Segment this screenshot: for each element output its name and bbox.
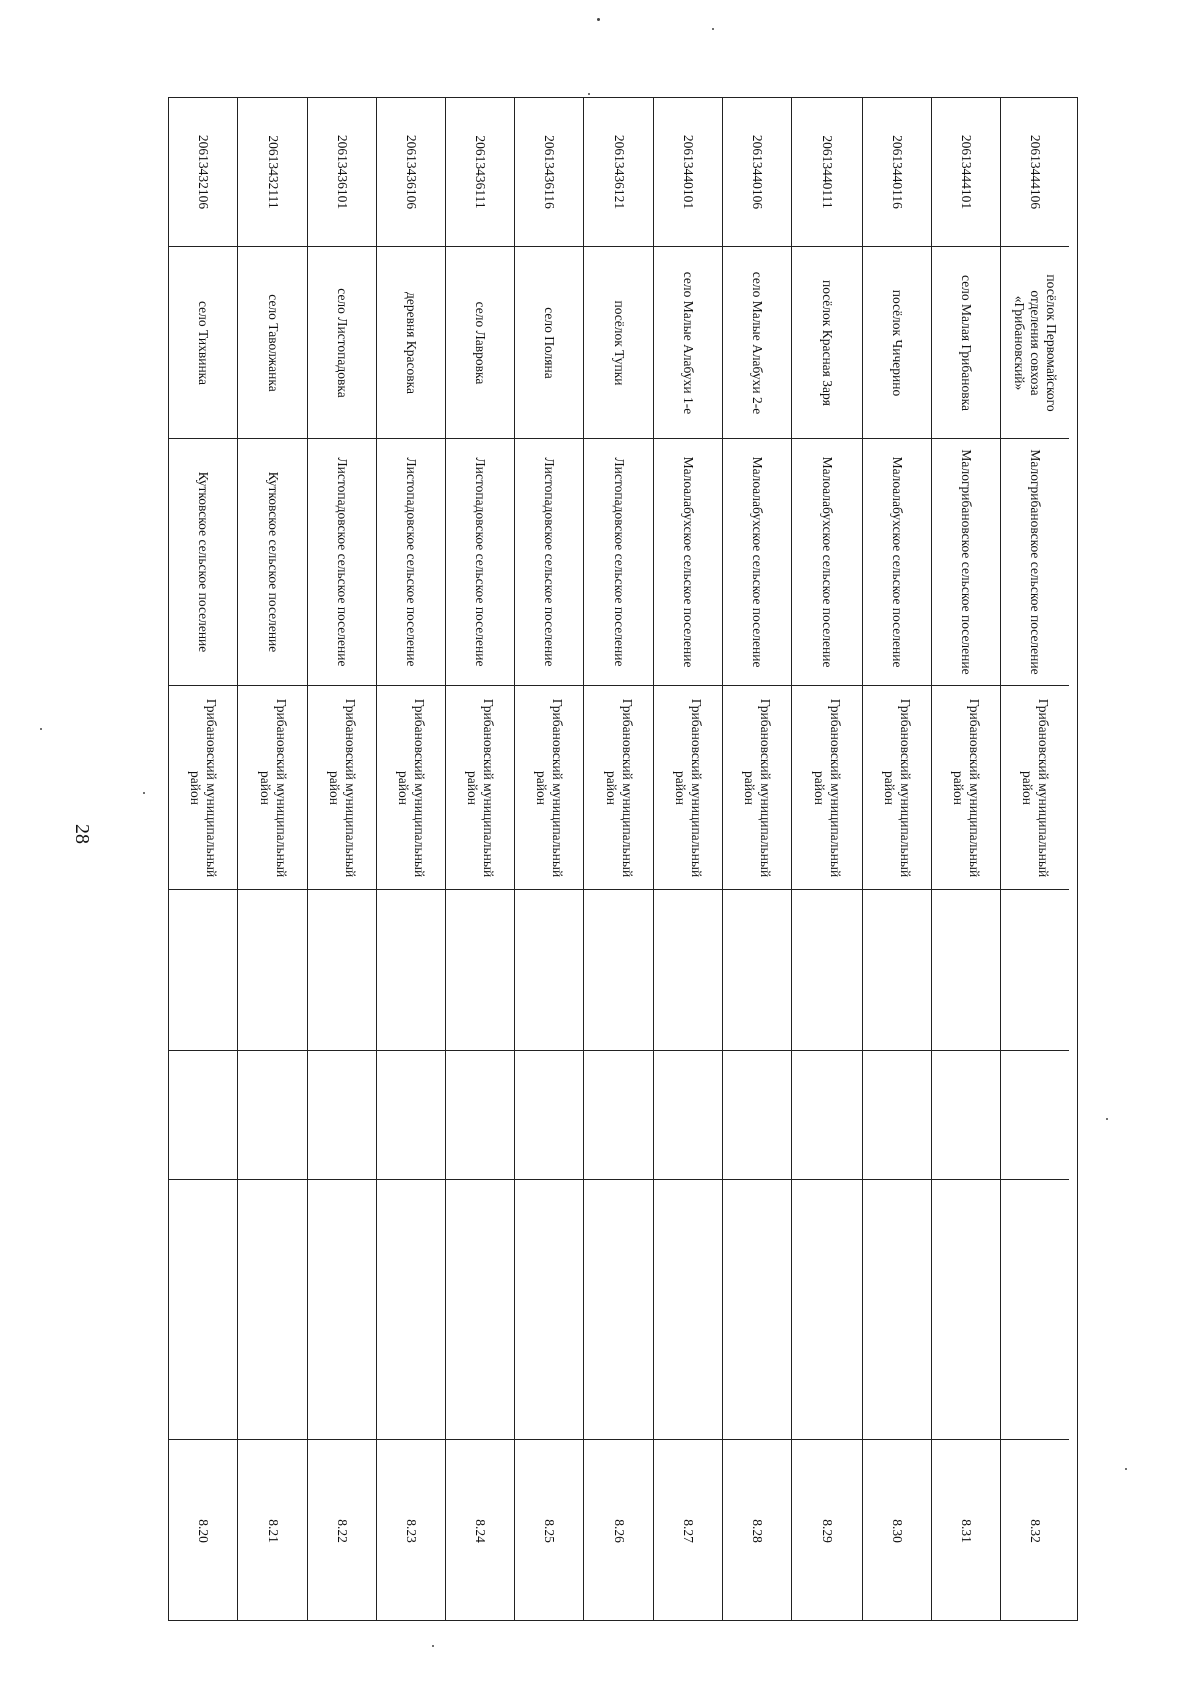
cell-settlement (932, 438, 1000, 685)
cell-num (792, 1439, 862, 1622)
cell-text: Грибановский муниципальный район (742, 698, 773, 877)
cell-text: Листопадовское сельское поселение (542, 457, 557, 667)
cell-district (932, 685, 1000, 889)
cell-text: 8.22 (335, 1519, 350, 1543)
cell-locality (584, 246, 653, 438)
cell-num (515, 1439, 583, 1622)
cell-c2 (238, 1179, 307, 1439)
cell-locality (863, 246, 931, 438)
cell-c2 (584, 1179, 653, 1439)
cell-code (515, 98, 583, 246)
cell-c2 (654, 1179, 722, 1439)
cell-text: Листопадовское сельское поселение (404, 457, 419, 667)
cell-text: Малоалабухское сельское поселение (681, 456, 696, 668)
cell-text: Листопадовское сельское поселение (611, 457, 627, 667)
cell-text: Кутковское сельское поселение (196, 471, 211, 653)
table-row (1000, 98, 1069, 1620)
cell-text: Грибановский муниципальный район (327, 698, 358, 877)
cell-district (792, 685, 862, 889)
cell-c2 (308, 1179, 376, 1439)
cell-settlement (1001, 438, 1069, 685)
cell-text: 20613444101 (959, 134, 974, 210)
cell-num (308, 1439, 376, 1622)
cell-locality (308, 246, 376, 438)
cell-c4 (932, 889, 1000, 1050)
cell-locality (792, 246, 862, 438)
cell-c3 (515, 1050, 583, 1179)
cell-c2 (377, 1179, 445, 1439)
table-row (653, 98, 722, 1620)
cell-text: Малоалабухское сельское поселение (890, 456, 905, 668)
cell-text: 20613440111 (820, 135, 835, 209)
cell-text: посёлок Красная Заря (820, 279, 835, 406)
cell-district (654, 685, 722, 889)
cell-code (863, 98, 931, 246)
cell-num (377, 1439, 445, 1622)
cell-code (792, 98, 862, 246)
cell-num (723, 1439, 791, 1622)
cell-c4 (792, 889, 862, 1050)
cell-text: село Лавровка (473, 301, 488, 384)
cell-text: 20613432106 (196, 134, 211, 210)
cell-code (723, 98, 791, 246)
cell-code (584, 98, 653, 246)
cell-num (169, 1439, 237, 1622)
cell-text: 20613440101 (681, 134, 696, 210)
cell-locality (446, 246, 514, 438)
scan-speck (432, 1645, 434, 1647)
cell-text: Грибановский муниципальный район (1020, 698, 1051, 877)
cell-text: Малогрибановское сельское поселение (959, 449, 974, 675)
cell-c4 (723, 889, 791, 1050)
table-row (376, 98, 445, 1620)
cell-locality (169, 246, 237, 438)
cell-text: Малоалабухское сельское поселение (820, 456, 835, 668)
cell-text: Листопадовское сельское поселение (335, 457, 350, 667)
cell-district (584, 685, 653, 889)
cell-text: Грибановский муниципальный район (951, 698, 982, 877)
cell-text: Грибановский муниципальный район (257, 698, 289, 877)
cell-text: Листопадовское сельское поселение (473, 457, 488, 667)
cell-settlement (584, 438, 653, 685)
cell-c2 (515, 1179, 583, 1439)
cell-c2 (863, 1179, 931, 1439)
cell-c4 (308, 889, 376, 1050)
cell-c3 (654, 1050, 722, 1179)
cell-code (238, 98, 307, 246)
cell-text: 8.20 (196, 1519, 211, 1543)
cell-text: 8.21 (265, 1519, 281, 1543)
cell-c3 (377, 1050, 445, 1179)
cell-text: село Таволжанка (265, 293, 281, 392)
cell-text: Грибановский муниципальный район (882, 698, 913, 877)
cell-text: 20613444106 (1028, 134, 1043, 210)
cell-text: 8.31 (959, 1519, 974, 1543)
cell-text: Грибановский муниципальный район (603, 698, 635, 877)
cell-text: 8.23 (404, 1519, 419, 1543)
cell-text: 20613440116 (890, 135, 905, 209)
cell-text: деревня Красовка (404, 291, 419, 394)
cell-c3 (308, 1050, 376, 1179)
cell-settlement (723, 438, 791, 685)
table-row (791, 98, 862, 1620)
cell-c2 (446, 1179, 514, 1439)
cell-num (584, 1439, 653, 1622)
cell-num (1001, 1439, 1069, 1622)
cell-text: 8.29 (820, 1519, 835, 1543)
cell-text: Грибановский муниципальный район (188, 698, 219, 877)
table-row (445, 98, 514, 1620)
cell-text: посёлок Первомайского отделения совхоза «Грибановский» (1012, 273, 1059, 412)
cell-text: посёлок Чичерино (890, 289, 905, 396)
cell-code (446, 98, 514, 246)
cell-settlement (238, 438, 307, 685)
cell-c4 (515, 889, 583, 1050)
cell-text: Малоалабухское сельское поселение (750, 456, 765, 668)
cell-settlement (792, 438, 862, 685)
cell-c3 (863, 1050, 931, 1179)
cell-text: 8.27 (681, 1519, 696, 1543)
table-row (307, 98, 376, 1620)
cell-text: село Малые Алабухи 1-е (681, 271, 696, 414)
cell-text: село Тихвинка (196, 300, 211, 385)
scan-speck (143, 792, 145, 794)
cell-c4 (238, 889, 307, 1050)
cell-text: 20613436116 (542, 135, 557, 209)
cell-settlement (308, 438, 376, 685)
scan-speck (712, 28, 714, 30)
cell-text: село Листопадовка (335, 287, 350, 398)
cell-text: 20613436111 (473, 135, 488, 209)
cell-c2 (169, 1179, 237, 1439)
table-row (169, 98, 237, 1620)
cell-text: 8.30 (890, 1519, 905, 1543)
cell-c3 (932, 1050, 1000, 1179)
scan-speck (1125, 1468, 1127, 1470)
cell-num (654, 1439, 722, 1622)
cell-code (169, 98, 237, 246)
cell-c4 (654, 889, 722, 1050)
cell-text: 8.28 (750, 1519, 765, 1543)
cell-text: 20613432111 (265, 135, 281, 209)
scan-speck (588, 93, 590, 95)
cell-c4 (1001, 889, 1069, 1050)
cell-c4 (377, 889, 445, 1050)
cell-text: 8.24 (473, 1519, 488, 1543)
cell-c3 (446, 1050, 514, 1179)
cell-c4 (584, 889, 653, 1050)
cell-c4 (446, 889, 514, 1050)
cell-district (238, 685, 307, 889)
cell-settlement (446, 438, 514, 685)
cell-district (723, 685, 791, 889)
cell-text: Грибановский муниципальный район (673, 698, 704, 877)
cell-text: село Малые Алабухи 2-е (750, 271, 765, 414)
cell-locality (515, 246, 583, 438)
cell-text: Грибановский муниципальный район (396, 698, 427, 877)
table-row (237, 98, 307, 1620)
cell-district (515, 685, 583, 889)
cell-num (863, 1439, 931, 1622)
table-row (514, 98, 583, 1620)
cell-text: 20613436101 (335, 134, 350, 210)
cell-c3 (238, 1050, 307, 1179)
table-row (722, 98, 791, 1620)
cell-code (377, 98, 445, 246)
cell-text: село Малая Грибановка (959, 274, 974, 411)
cell-locality (377, 246, 445, 438)
cell-text: 8.32 (1028, 1519, 1043, 1543)
cell-text: 20613436121 (611, 134, 627, 210)
cell-text: Грибановский муниципальный район (812, 698, 843, 877)
cell-code (654, 98, 722, 246)
table-row (583, 98, 653, 1620)
cell-settlement (863, 438, 931, 685)
cell-district (863, 685, 931, 889)
page-number: 28 (71, 824, 93, 844)
cell-text: Кутковское сельское поселение (265, 471, 281, 653)
settlements-table (168, 97, 1078, 1621)
cell-c4 (169, 889, 237, 1050)
cell-locality (654, 246, 722, 438)
cell-text: Малогрибановское сельское поселение (1028, 449, 1043, 675)
cell-district (1001, 685, 1069, 889)
cell-district (377, 685, 445, 889)
scan-speck (597, 18, 600, 21)
table-row (931, 98, 1000, 1620)
cell-num (932, 1439, 1000, 1622)
cell-text: посёлок Тупки (611, 299, 627, 386)
cell-c2 (723, 1179, 791, 1439)
cell-c3 (169, 1050, 237, 1179)
cell-num (446, 1439, 514, 1622)
cell-text: Грибановский муниципальный район (534, 698, 565, 877)
cell-c2 (932, 1179, 1000, 1439)
cell-settlement (654, 438, 722, 685)
cell-code (308, 98, 376, 246)
cell-code (1001, 98, 1069, 246)
cell-locality (723, 246, 791, 438)
cell-c3 (1001, 1050, 1069, 1179)
cell-locality (932, 246, 1000, 438)
cell-locality (238, 246, 307, 438)
cell-district (446, 685, 514, 889)
cell-locality (1001, 246, 1069, 438)
cell-settlement (169, 438, 237, 685)
cell-settlement (515, 438, 583, 685)
cell-c2 (792, 1179, 862, 1439)
cell-c4 (863, 889, 931, 1050)
cell-settlement (377, 438, 445, 685)
cell-text: 20613440106 (750, 134, 765, 210)
cell-c3 (792, 1050, 862, 1179)
cell-text: село Поляна (542, 306, 557, 379)
cell-text: 20613436106 (404, 134, 419, 210)
cell-text: 8.25 (542, 1519, 557, 1543)
cell-num (238, 1439, 307, 1622)
cell-c3 (584, 1050, 653, 1179)
cell-code (932, 98, 1000, 246)
scan-speck (40, 728, 42, 730)
cell-district (308, 685, 376, 889)
table-row (862, 98, 931, 1620)
cell-c2 (1001, 1179, 1069, 1439)
cell-c3 (723, 1050, 791, 1179)
cell-district (169, 685, 237, 889)
cell-text: Грибановский муниципальный район (465, 698, 496, 877)
cell-text: 8.26 (611, 1519, 627, 1543)
scan-speck (1106, 1118, 1108, 1120)
